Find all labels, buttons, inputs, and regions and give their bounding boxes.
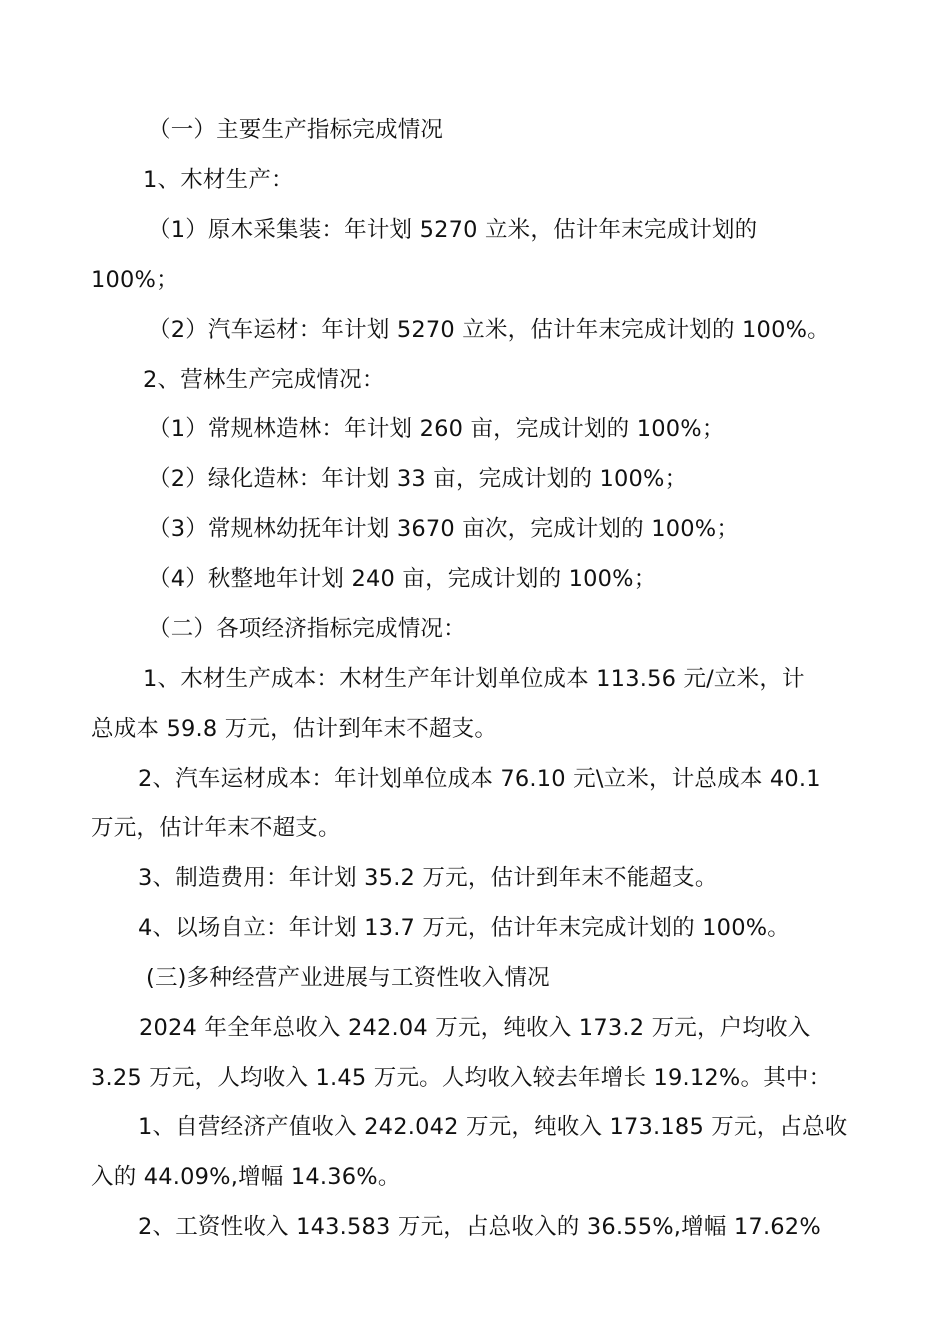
paragraph-self-reliance: 4、以场自立：年计划 13.7 万元，估计年末完成计划的 100%。 — [138, 915, 790, 941]
subheading-timber-production: 1、木材生产： — [143, 167, 294, 193]
paragraph-manufacturing-cost: 3、制造费用：年计划 35.2 万元，估计到年末不能超支。 — [138, 865, 718, 891]
paragraph-wage-income: 2、工资性收入 143.583 万元，占总收入的 36.55%,增幅 17.62% — [138, 1214, 821, 1240]
section-heading-3: (三)多种经营产业进展与工资性收入情况 — [146, 965, 550, 991]
paragraph-self-operated-income-cont: 入的 44.09%,增幅 14.36%。 — [91, 1164, 401, 1190]
paragraph-timber-cost-cont: 总成本 59.8 万元，估计到年末不超支。 — [91, 716, 498, 742]
section-heading-1: （一）主要生产指标完成情况 — [148, 117, 444, 143]
paragraph-annual-income-cont: 3.25 万元，人均收入 1.45 万元。人均收入较去年增长 19.12%。其中： — [91, 1065, 832, 1091]
paragraph-transport-cost-cont: 万元，估计年末不超支。 — [91, 815, 341, 841]
paragraph-log-harvest: （1）原木采集装：年计划 5270 立米，估计年末完成计划的 — [148, 217, 758, 243]
section-heading-2: （二）各项经济指标完成情况： — [148, 616, 466, 642]
subheading-forestry: 2、营林生产完成情况： — [143, 367, 385, 393]
paragraph-regular-afforestation: （1）常规林造林：年计划 260 亩，完成计划的 100%； — [148, 416, 725, 442]
paragraph-young-forest-tending: （3）常规林幼抚年计划 3670 亩次，完成计划的 100%； — [148, 516, 740, 542]
paragraph-self-operated-income: 1、自营经济产值收入 242.042 万元，纯收入 173.185 万元，占总收 — [138, 1114, 848, 1140]
paragraph-transport-cost: 2、汽车运材成本：年计划单位成本 76.10 元\立米，计总成本 40.1 — [138, 766, 821, 792]
paragraph-green-afforestation: （2）绿化造林：年计划 33 亩，完成计划的 100%； — [148, 466, 688, 492]
paragraph-log-harvest-cont: 100%； — [91, 267, 179, 293]
paragraph-truck-transport: （2）汽车运材：年计划 5270 立米，估计年末完成计划的 100%。 — [148, 317, 830, 343]
paragraph-timber-cost: 1、木材生产成本：木材生产年计划单位成本 113.56 元/立米，计 — [143, 666, 805, 692]
paragraph-autumn-land-prep: （4）秋整地年计划 240 亩，完成计划的 100%； — [148, 566, 657, 592]
paragraph-annual-income: 2024 年全年总收入 242.04 万元，纯收入 173.2 万元，户均收入 — [139, 1015, 811, 1041]
